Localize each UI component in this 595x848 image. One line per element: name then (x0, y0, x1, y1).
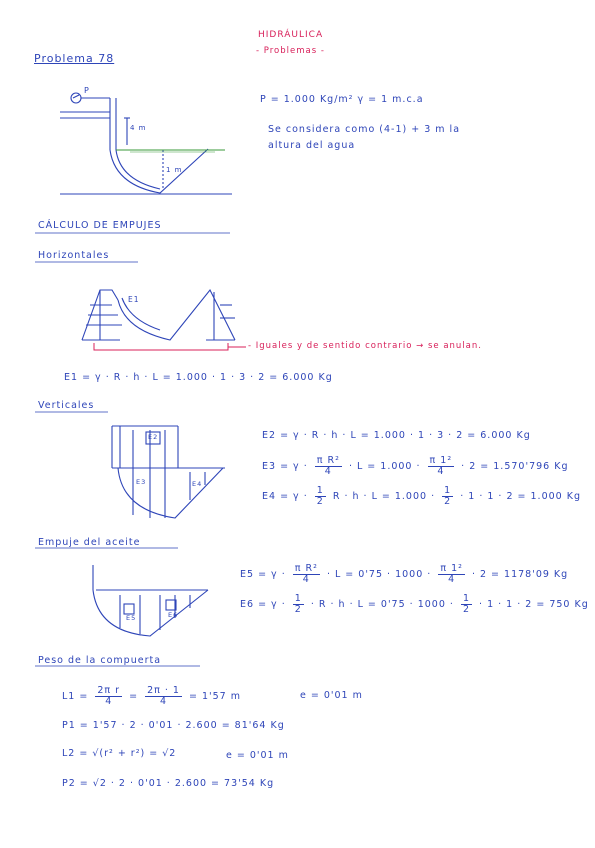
eq-e6-part-b: · R · h · L = 0'75 · 1000 · (310, 599, 454, 610)
label-e1: E1 (128, 295, 140, 304)
equation-l1 (62, 686, 241, 707)
equation-l2: L2 = √(r² + r²) = √2 (62, 748, 177, 759)
fraction-numerator: π 1² (440, 563, 463, 574)
section-verticales: Verticales (38, 400, 95, 411)
given-line-2: Se considera como (4-1) + 3 m la (268, 124, 461, 135)
eq-l1-part-a: L1 = (62, 691, 89, 702)
fraction-numerator: π 1² (429, 455, 453, 466)
fraction-denominator: 4 (105, 696, 113, 707)
fraction (293, 594, 304, 615)
equation-e3 (262, 456, 568, 477)
height-4m-label: 4 m (130, 124, 147, 132)
section-calc-title: CÁLCULO DE EMPUJES (38, 220, 162, 231)
equation-e4 (262, 486, 581, 507)
course-subtitle: - Problemas - (256, 46, 325, 56)
equation-e1: E1 = γ · R · h · L = 1.000 · 1 · 3 · 2 = 6.000 Kg (64, 372, 333, 383)
fraction-denominator: 4 (160, 696, 168, 707)
fraction (461, 594, 472, 615)
eq-e6-part-a: E6 = γ · (240, 599, 286, 610)
fraction-denominator: 2 (316, 496, 324, 507)
eq-e3-part-b: · L = 1.000 · (348, 461, 421, 472)
equation-p1: P1 = 1'57 · 2 · 0'01 · 2.600 = 81'64 Kg (62, 720, 285, 731)
eq-e4-part-c: · 1 · 1 · 2 = 1.000 Kg (460, 491, 581, 502)
thickness-value: e = 0'01 m (300, 690, 363, 701)
eq-e5-part-b: · L = 0'75 · 1000 · (326, 569, 432, 580)
fraction-numerator: π R² (316, 455, 340, 466)
fraction-denominator: 2 (294, 604, 302, 615)
fraction-denominator: 4 (324, 466, 332, 477)
label-e3: E3 (136, 478, 147, 486)
thickness-value-2: e = 0'01 m (226, 750, 289, 761)
fraction (315, 486, 326, 507)
fraction-denominator: 2 (444, 496, 452, 507)
fraction-denominator: 4 (302, 574, 310, 585)
fraction (145, 686, 182, 707)
eq-e6-part-c: · 1 · 1 · 2 = 750 Kg (479, 599, 589, 610)
equation-e6 (240, 594, 589, 615)
fraction-numerator: 2π · 1 (147, 685, 180, 696)
section-horizontales: Horizontales (38, 250, 110, 261)
section-aceite: Empuje del aceite (38, 537, 141, 548)
fraction (438, 564, 465, 585)
equation-e5 (240, 564, 568, 585)
fraction-numerator: 1 (316, 485, 324, 496)
label-e5: E5 (126, 614, 137, 622)
given-line-1: P = 1.000 Kg/m² γ = 1 m.c.a (260, 94, 424, 105)
label-e2: E2 (148, 433, 159, 441)
fraction-denominator: 2 (462, 604, 470, 615)
label-e4: E4 (192, 480, 203, 488)
fraction-numerator: 1 (462, 593, 470, 604)
fraction (428, 456, 455, 477)
eq-e4-part-a: E4 = γ · (262, 491, 308, 502)
eq-l1-part-c: = 1'57 m (189, 691, 241, 702)
fraction-denominator: 4 (448, 574, 456, 585)
horizontal-note: - Iguales y de sentido contrario → se anulan. (248, 341, 482, 351)
course-title: HIDRÁULICA (258, 30, 324, 40)
fraction (95, 686, 122, 707)
fraction-numerator: 1 (294, 593, 302, 604)
section-peso: Peso de la compuerta (38, 655, 162, 666)
fraction-denominator: 4 (437, 466, 445, 477)
fraction-numerator: 1 (444, 485, 452, 496)
fraction (442, 486, 453, 507)
fraction (293, 564, 320, 585)
fraction (315, 456, 342, 477)
eq-e4-part-b: R · h · L = 1.000 · (332, 491, 436, 502)
fraction-numerator: π R² (294, 563, 318, 574)
height-1m-label: 1 m (166, 166, 183, 174)
fraction-numerator: 2π r (97, 685, 121, 696)
equation-p2: P2 = √2 · 2 · 0'01 · 2.600 = 73'54 Kg (62, 778, 275, 789)
problem-title: Problema 78 (34, 52, 115, 65)
eq-e5-part-a: E5 = γ · (240, 569, 286, 580)
given-line-3: altura del agua (268, 140, 356, 151)
eq-l1-part-b: = (129, 691, 139, 702)
equation-e2: E2 = γ · R · h · L = 1.000 · 1 · 3 · 2 = 6.000 Kg (262, 430, 531, 441)
eq-e3-part-c: · 2 = 1.570'796 Kg (461, 461, 569, 472)
pressure-gauge-icon (71, 93, 81, 103)
eq-e5-part-c: · 2 = 1178'09 Kg (471, 569, 569, 580)
pressure-label: P (84, 86, 90, 95)
label-e6: E6 (168, 611, 179, 619)
eq-e3-part-a: E3 = γ · (262, 461, 308, 472)
